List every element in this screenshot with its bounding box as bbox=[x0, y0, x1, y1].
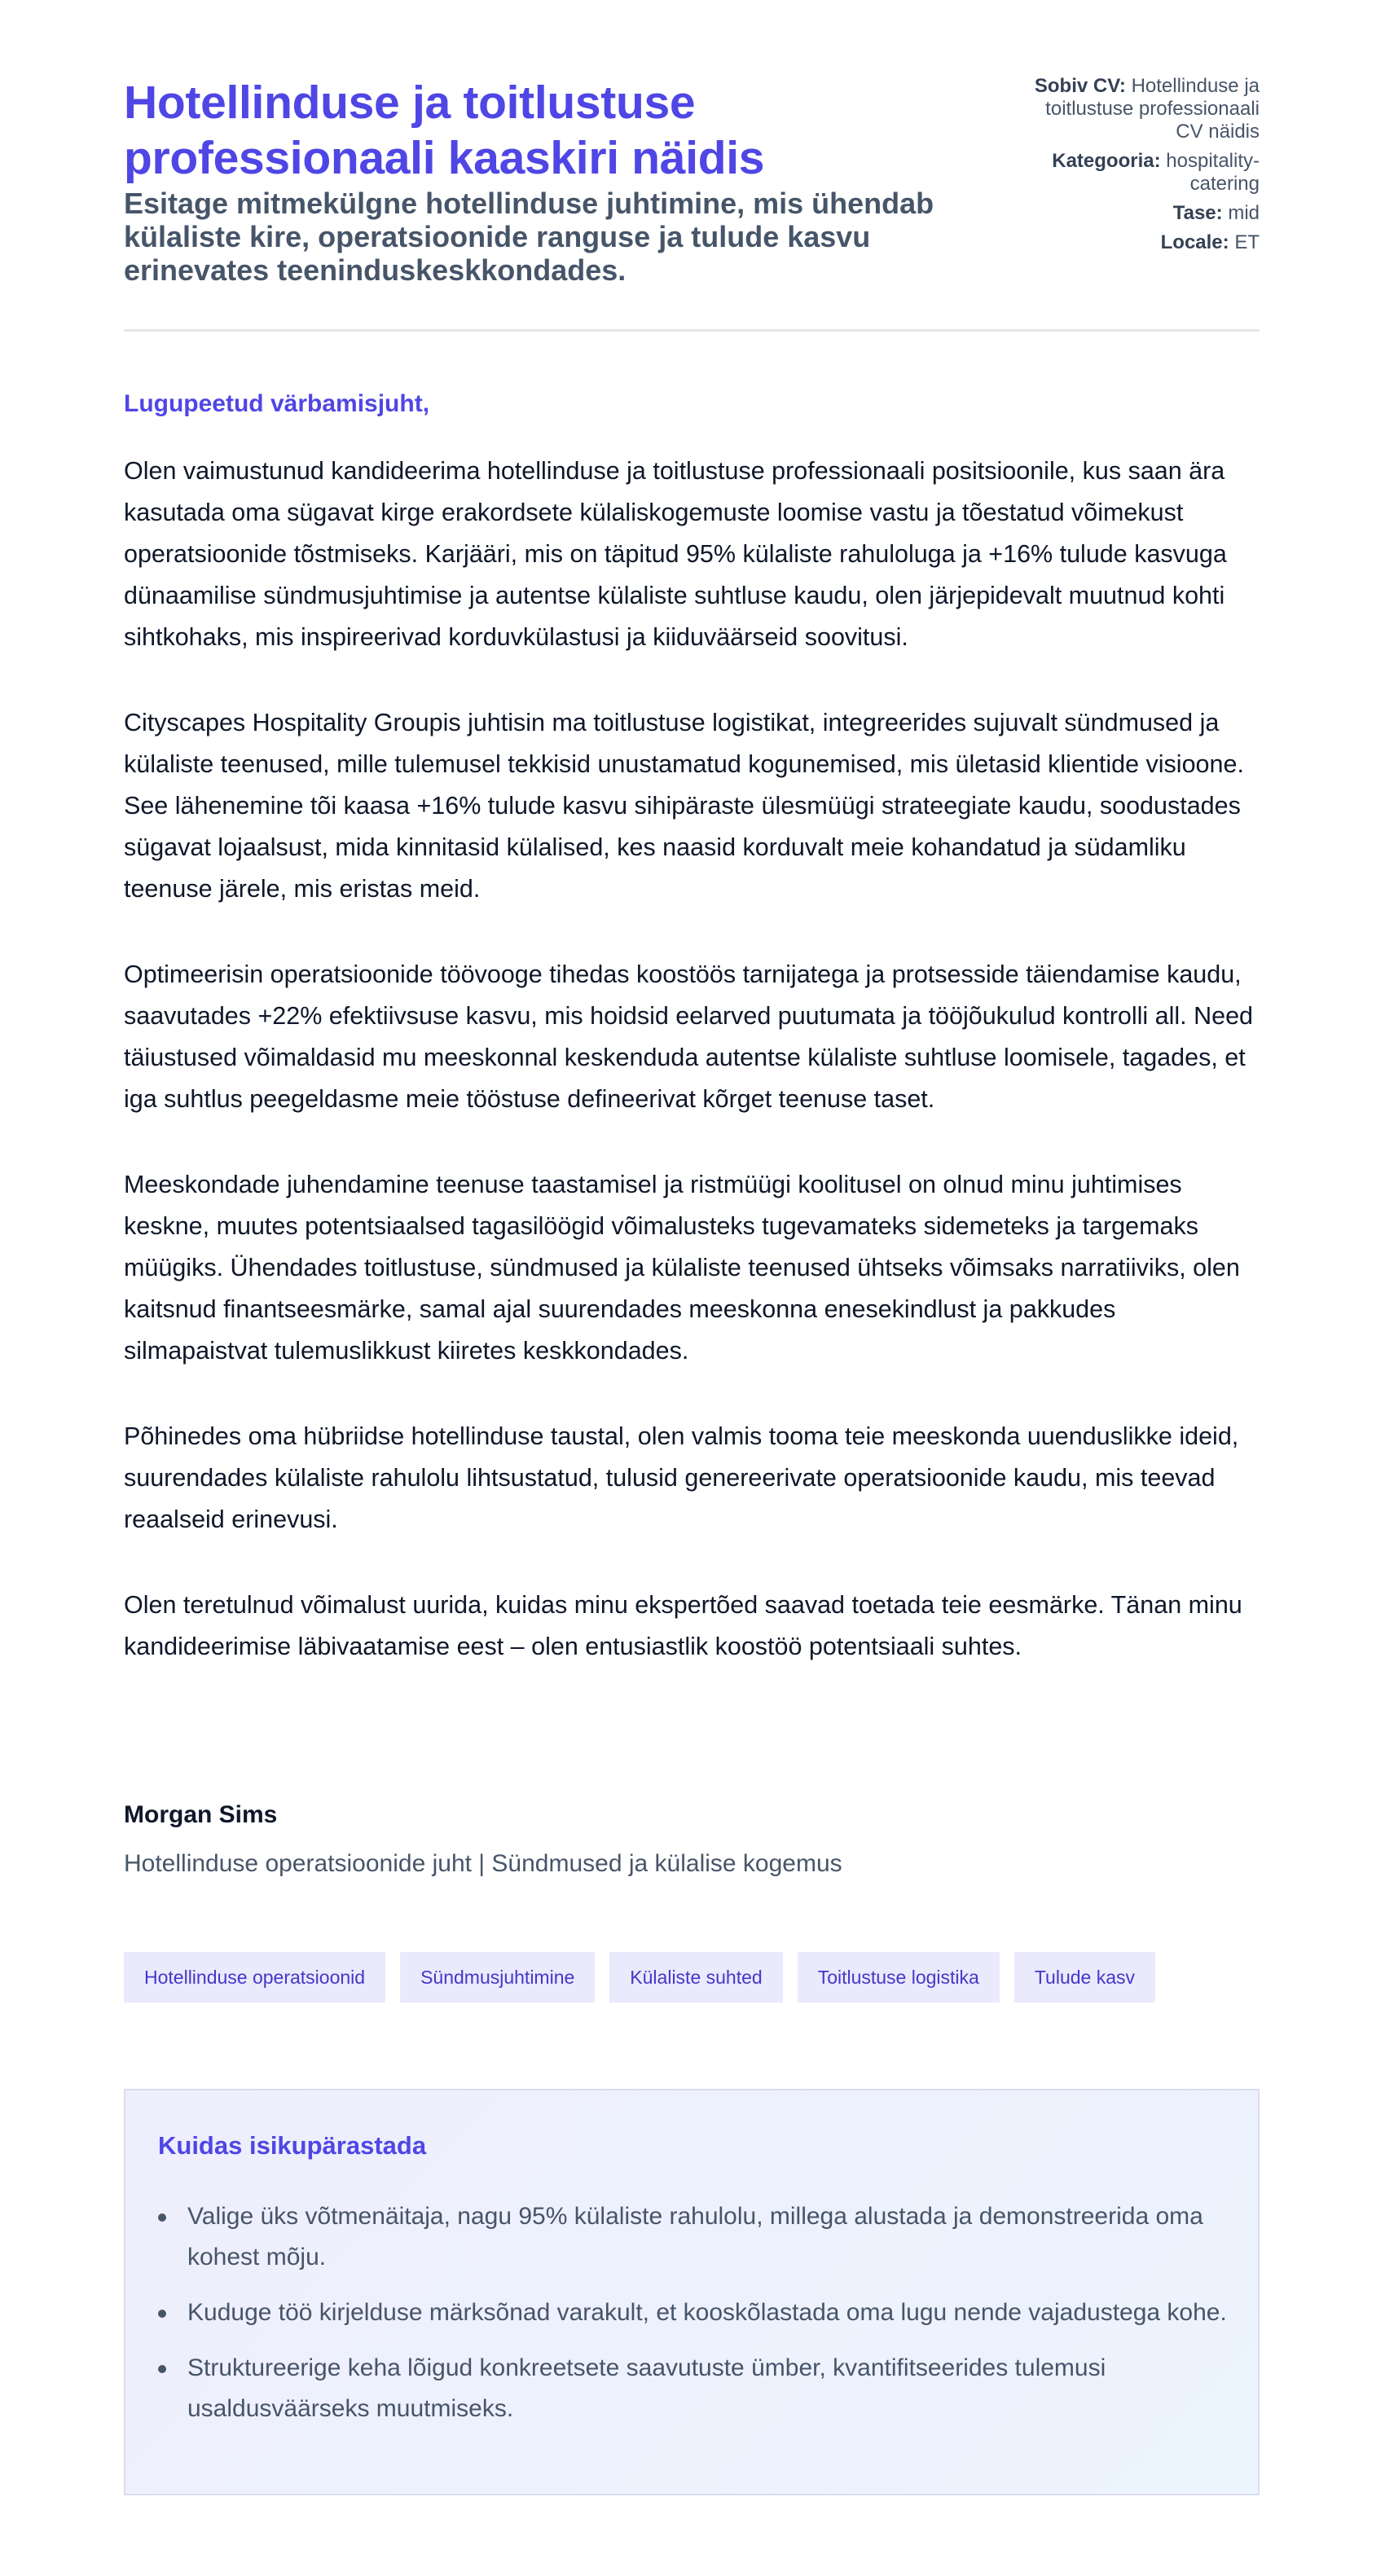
tip-item bbox=[158, 2348, 1233, 2429]
meta-key: Tase: bbox=[1172, 202, 1223, 224]
meta-value: hospitality-catering bbox=[1166, 150, 1260, 195]
tips-list bbox=[158, 2196, 1233, 2444]
skill-tag: Tulude kasv bbox=[1014, 1952, 1155, 2002]
skill-tag: Sündmusjuhtimine bbox=[400, 1952, 595, 2002]
skill-tags bbox=[124, 1952, 1155, 2002]
tip-text: Kuduge töö kirjelduse märksõnad varakult, et kooskõlastada oma lugu nende vajadustega kohe. bbox=[187, 2299, 1227, 2326]
tip-item bbox=[158, 2292, 1233, 2333]
letter-paragraph: Optimeerisin operatsioonide töövooge tihedas koostöös tarnijatega ja protsesside täiendamise kaudu, saavutades +22% efektiivsuse kasvu, mis hoidsid eelarved puutumata ja tööjõukulud kontrolli all. Need täiustused võimaldasid mu meeskonnal keskenduda autentse külaliste suhtluse loomisele, tagades, et iga suhtlus peegeldasme meie tööstuse defineerivat kõrget teenuse taset. bbox=[124, 961, 1254, 1113]
letter-greeting: Lugupeetud värbamisjuht, bbox=[124, 390, 430, 417]
header-divider bbox=[124, 329, 1260, 332]
signature-tagline: Hotellinduse operatsioonide juht | Sündmused ja külalise kogemus bbox=[124, 1850, 842, 1877]
meta-info bbox=[1015, 75, 1260, 261]
tip-text: Struktureerige keha lõigud konkreetsete saavutuste ümber, kvantifitseerides tulemusi usaldusväärseks muutmiseks. bbox=[187, 2354, 1106, 2422]
skill-tag: Hotellinduse operatsioonid bbox=[124, 1952, 385, 2002]
cover-letter-page bbox=[124, 0, 1260, 2422]
page-title: Hotellinduse ja toitlustuse professionaali kaaskiri näidis bbox=[124, 77, 765, 184]
skill-tag: Toitlustuse logistika bbox=[798, 1952, 1000, 2002]
letter-paragraph: Põhinedes oma hübriidse hotellinduse taustal, olen valmis tooma teie meeskonda uuenduslikke ideid, suurendades külaliste rahulolu lihtsustatud, tulusid genereerivate operatsioonide kaudu, mis teevad reaalseid erinevusi. bbox=[124, 1422, 1239, 1533]
meta-row-level bbox=[1015, 202, 1260, 225]
meta-key: Kategooria: bbox=[1052, 150, 1161, 172]
letter-paragraph: Olen vaimustunud kandideerima hotellinduse ja toitlustuse professionaali positsioonile, kus saan ära kasutada oma sügavat kirge erakordsete külaliskogemuste loomise vastu ja tõestatud võimekust operatsioonide tõstmiseks. Karjääri, mis on täpitud 95% külaliste rahuloluga ja +16% tulude kasvuga dünaamilise sündmusjuhtimise ja autentse külaliste suhtluse kaudu, olen järjepidevalt muutnud kohti sihtkohaks, mis inspireerivad korduvkülastusi ja kiiduväärseid soovitusi. bbox=[124, 457, 1227, 651]
meta-key: Sobiv CV: bbox=[1034, 75, 1126, 97]
bullet-icon bbox=[158, 2213, 166, 2222]
meta-row-category bbox=[1015, 150, 1260, 196]
page-subtitle: Esitage mitmekülgne hotellinduse juhtimine, mis ühendab külaliste kire, operatsioonide ranguse ja tulude kasvu erinevates teeninduskeskkondades. bbox=[124, 187, 934, 287]
meta-row-locale bbox=[1015, 231, 1260, 254]
meta-value: Hotellinduse ja toitlustuse professionaali CV näidis bbox=[1045, 75, 1260, 143]
personalization-tips-box bbox=[124, 2089, 1260, 2495]
letter-paragraph: Meeskondade juhendamine teenuse taastamisel ja ristmüügi koolitusel on olnud minu juhtimises keskne, muutes potentsiaalsed tagasilöögid võimalusteks tugevamateks sidemeteks ja targemaks müügiks. Ühendades toitlustuse, sündmused ja külaliste teenused ühtseks võimsaks narratiiviks, olen kaitsnud finantseesmärke, samal ajal suurendades meeskonna enesekindlust ja pakkudes silmapaistvat tulemuslikkust kiiretes keskkondades. bbox=[124, 1171, 1240, 1365]
skill-tag: Külaliste suhted bbox=[609, 1952, 782, 2002]
letter-paragraph: Olen teretulnud võimalust uurida, kuidas minu ekspertõed saavad toetada teie eesmärke. Tänan minu kandideerimise läbivaatamise eest – olen entusiastlik koostöö potentsiaali suhtes. bbox=[124, 1591, 1242, 1660]
tip-item bbox=[158, 2196, 1233, 2278]
meta-value: ET bbox=[1234, 231, 1260, 253]
tip-text: Valige üks võtmenäitaja, nagu 95% külaliste rahulolu, millega alustada ja demonstreerida oma kohest mõju. bbox=[187, 2203, 1203, 2270]
page-header bbox=[124, 0, 1260, 331]
meta-key: Locale: bbox=[1160, 231, 1229, 253]
letter-paragraph: Cityscapes Hospitality Groupis juhtisin ma toitlustuse logistikat, integreerides sujuvalt sündmused ja külaliste teenused, mille tulemusel tekkisid unustamatud kogunemised, mis ületasid klientide visioone. See lähenemine tõi kaasa +16% tulude kasvu sihipäraste ülesmüügi strateegiate kaudu, soodustades sügavat lojaalsust, mida kinnitasid külalised, kes naasid korduvalt meie kohandatud ja südamliku teenuse järele, mis eristas meid. bbox=[124, 709, 1244, 903]
signature-name: Morgan Sims bbox=[124, 1801, 278, 1828]
tips-title: Kuidas isikupärastada bbox=[158, 2131, 427, 2160]
signature-block bbox=[124, 1799, 1260, 1880]
meta-value: mid bbox=[1228, 202, 1260, 224]
meta-row-cv bbox=[1015, 75, 1260, 143]
bullet-icon bbox=[158, 2310, 166, 2318]
letter-body bbox=[124, 451, 1264, 1712]
bullet-icon bbox=[158, 2365, 166, 2373]
